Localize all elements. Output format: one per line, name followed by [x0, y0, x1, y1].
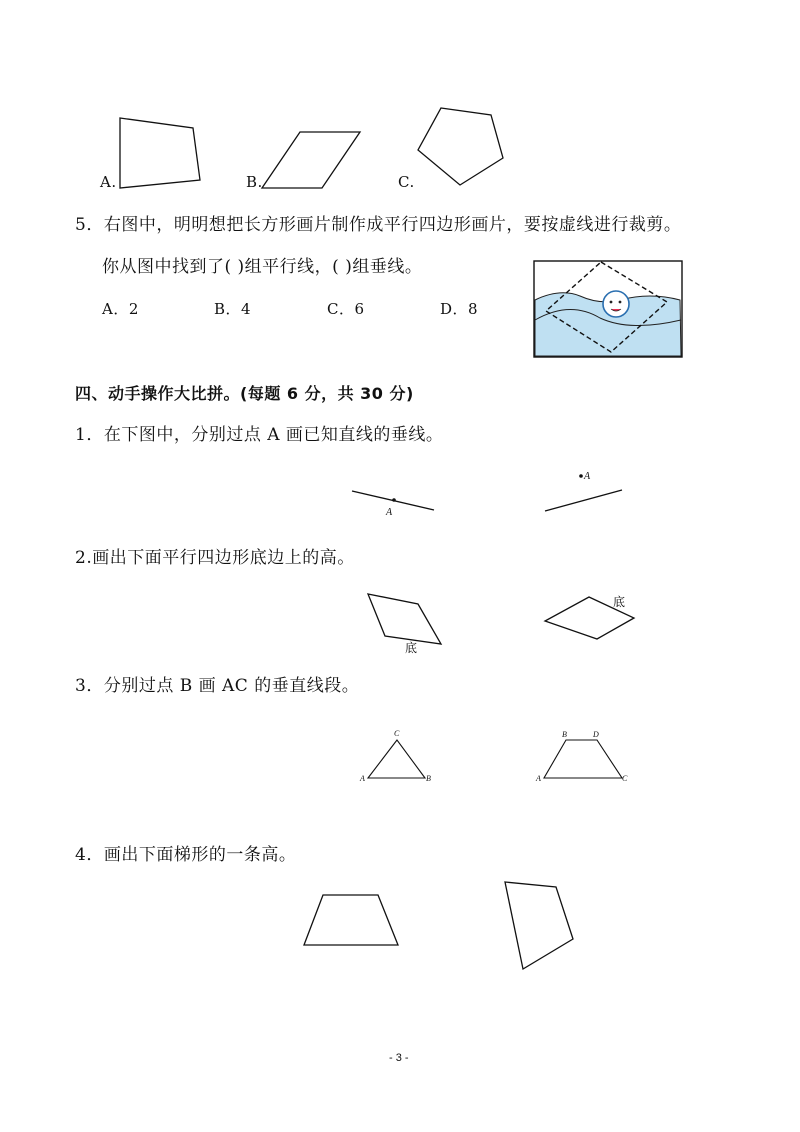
- trap-label-b: B: [562, 730, 567, 739]
- task1-text: 1．在下图中，分别过点 A 画已知直线的垂线。: [75, 425, 444, 445]
- task1-label-a2: A: [584, 471, 591, 482]
- task3-text: 3．分别过点 B 画 AC 的垂直线段。: [75, 676, 360, 696]
- q5-line2: 你从图中找到了( )组平行线，( )组垂线。: [102, 257, 423, 277]
- trap-label-d: D: [593, 730, 599, 739]
- trap-label-c: C: [622, 774, 628, 783]
- q5-option-a: A．2: [102, 300, 139, 318]
- page-number: - 3 -: [389, 1052, 409, 1064]
- task2-text: 2.画出下面平行四边形底边上的高。: [75, 548, 355, 568]
- q5-option-c: C．6: [327, 300, 365, 318]
- q5-line1: 5．右图中，明明想把长方形画片制作成平行四边形画片，要按虚线进行裁剪。: [75, 215, 682, 235]
- section4-title: 四、动手操作大比拼。(每题 6 分，共 30 分): [75, 384, 414, 403]
- task4-text: 4．画出下面梯形的一条高。: [75, 845, 297, 865]
- tri-label-b: B: [426, 774, 431, 783]
- task2-base-label-2: 底: [613, 595, 626, 609]
- tri-label-a: A: [360, 774, 365, 783]
- q5-option-b: B．4: [214, 300, 252, 318]
- tri-label-c: C: [394, 729, 400, 738]
- q5-option-d: D．8: [440, 300, 479, 318]
- option-a-label: A.: [100, 173, 117, 191]
- task2-base-label-1: 底: [405, 641, 418, 655]
- option-c-label: C.: [398, 173, 415, 191]
- option-b-label: B.: [246, 173, 263, 191]
- trap-label-a: A: [536, 774, 541, 783]
- task1-label-a1: A: [386, 507, 393, 518]
